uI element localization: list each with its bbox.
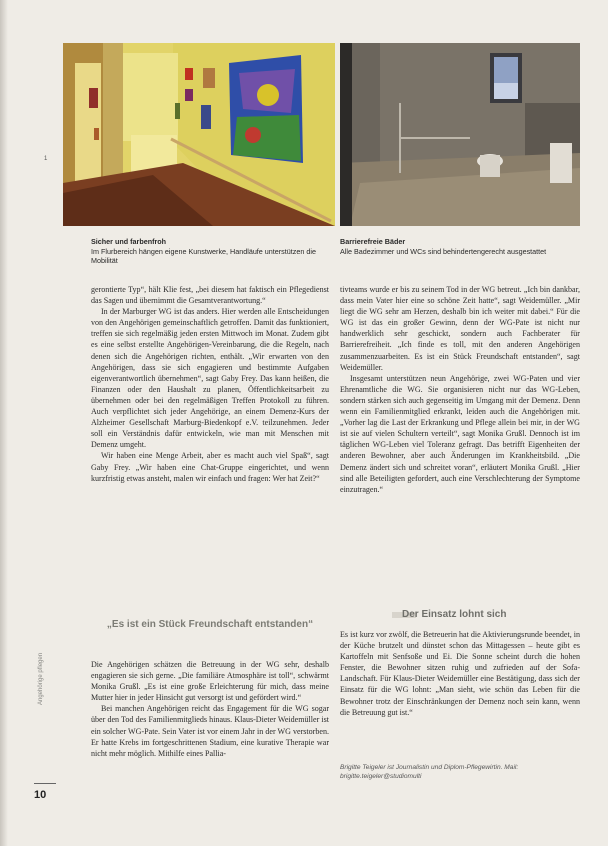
page-number-rule (34, 783, 56, 784)
hallway-photo (63, 43, 335, 226)
photo-marker: 1 (44, 156, 48, 162)
subheading-text: Der Einsatz lohnt sich (402, 609, 507, 620)
right-column-top (340, 284, 580, 594)
paragraph: Die Angehörigen schätzen die Betreuung in der WG sehr, deshalb engagieren sie sich gerne. „Die familiäre Atmosphäre ist toll“, schwärmt Monika Grußl. „Es ist eine große Erleichterung für mich, dass meine Mutter hier in jeder Hinsicht gut versorgt ist und gefördert wird.“ (91, 660, 329, 703)
left-column-top (91, 284, 329, 608)
paragraph: gerontierte Typ“, hält Klie fest, „bei diesem hat faktisch ein Pflegedienst das Sagen und übernimmt die Gesamtverantwortung.“ (91, 285, 329, 306)
page-number: 10 (34, 789, 47, 801)
paragraph: Es ist kurz vor zwölf, die Betreuerin hat die Aktivierungsrunde beendet, in der Küche brutzelt und dünstet schon das Mittagessen – heute gibt es Kartoffeln mit Senfsoße und Ei. Die Sonne scheint durch die hohen Fenster, die Bewohner sitzen ruhig und zufrieden auf der Sofa-Landschaft. Für Klaus-Dieter Weidemüller eine Bestätigung, dass sich der Einsatz für die WG lohnt: „Man sieht, wie schön das Leben für die Bewohner trotz der Einschränkungen der Demenz noch sein kann, wenn die Betreuung gut ist.“ (340, 630, 580, 717)
left-column-bottom (91, 659, 329, 835)
paragraph: In der Marburger WG ist das anders. Hier werden alle Entscheidungen von den Angehörigen gemeinschaftlich getroffen. Damit das funktioniert, treffen sie sich regelmäßig jeden ersten Mittwoch im Monat. Zudem gibt es eine selbst erstellte Angehörigen-Vereinbarung, die die Regeln, nach denen sich die Angehörigen richten, enthält. „Wir erwarten von den Angehörigen, dass sie sich engagieren und bestimmte Aufgaben eigenverantwortlich übernehmen“, sagt Gaby Frey. Das kann heißen, die Finanzen oder den Haushalt zu planen, Öffentlichkeitsarbeit zu übernehmen oder bei den regelmäßigen Treffen Protokoll zu führen. Auch verpflichtet sich jeder Angehörige, an einem Demenz-Kurs der Alzheimer Gesellschaft Marburg-Biedenkopf e.V. teilzunehmen. Jeder soll ein Verständnis dafür entwickeln, wie man mit Menschen mit Demenz umgeht. (91, 307, 329, 450)
paragraph: Bei manchen Angehörigen reicht das Engagement für die WG sogar über den Tod des Familienmitglieds hinaus. Klaus-Dieter Weidemüller ist ein solcher WG-Pate. Sein Vater ist vor einem Jahr in der WG verstorben. Er hatte Krebs im fortgeschrittenen Stadium, eine kurative Therapie war nicht mehr möglich. Mithilfe eines Pallia- (91, 704, 329, 758)
caption-text: Im Flurbereich hängen eigene Kunstwerke, Handläufe unterstützen die Mobilität (91, 246, 316, 266)
left-photo-caption (91, 237, 321, 266)
caption-title: Sicher und farbenfroh (91, 237, 167, 246)
pull-quote: „Es ist ein Stück Freundschaft entstanden“ (106, 619, 314, 630)
right-photo-caption (340, 237, 570, 256)
paragraph: Insgesamt unterstützen neun Angehörige, zwei WG-Paten und vier Ehrenamtliche die WG. Sie organisieren nicht nur das WG-Leben, sondern stärken sich auch gegenseitig im Umgang mit der Demenz. Denn wenn ein Familienmitglied erkrankt, leiden auch die Angehörigen mit. „Vorher lag die Last der Erkrankung und Pflege allein bei mir, in der WG ist sie auf vielen Schultern verteilt“, sagt Monika Grußl. Dennoch ist im täglichen WG-Leben viel Toleranz gefragt. Das betrifft Eigenheiten der anderen Bewohner, aber auch Änderungen im Krankheitsbild. „Die Demenz ändert sich und schreitet voran“, erläutert Monika Grußl. „Hier sind alle Beteiligten gefordert, auch eine Verschlechterung der Symptome einzutragen.“ (340, 373, 580, 494)
right-column-bottom (340, 629, 580, 759)
page-gutter-shadow (0, 0, 8, 846)
author-credit: Brigitte Teigeler ist Journalistin und Diplom-Pflegewirtin. Mail: brigitte.teigeler@studiomulti (340, 764, 519, 780)
caption-title: Barrierefreie Bäder (340, 237, 406, 246)
caption-text: Alle Badezimmer und WCs sind behindertengerecht ausgestattet (340, 246, 547, 256)
paragraph: Wir haben eine Menge Arbeit, aber es macht auch viel Spaß“, sagt Gaby Frey. „Wir haben eine Chat-Gruppe eingerichtet, und wenn kurzfristig etwas ansteht, malen wir einfach und fragen: Wer hat Zeit?“ (91, 451, 329, 483)
bathroom-photo (340, 43, 580, 226)
magazine-side-label: Angehörige pflegen (38, 652, 44, 705)
section-subheading (392, 606, 582, 624)
paragraph: tivteams wurde er bis zu seinem Tod in der WG betreut. „Ich bin dankbar, dass mein Vater hier eine so schöne Zeit hatte“, sagt Weidemüller. „Mir liegt die WG sehr am Herzen, deshalb bin ich weiter mit dabei.“ Für die WG ist das ein großer Gewinn, denn der WG-Pate ist nicht nur handwerklich sehr geschickt, sondern auch Fachberater für Barrierefreiheit. „Ich finde es toll, mit den anderen Angehörigen zusammenzuarbeiten. Es ist ein Stück Freundschaft entstanden“, sagt Weidemüller. (340, 285, 580, 372)
